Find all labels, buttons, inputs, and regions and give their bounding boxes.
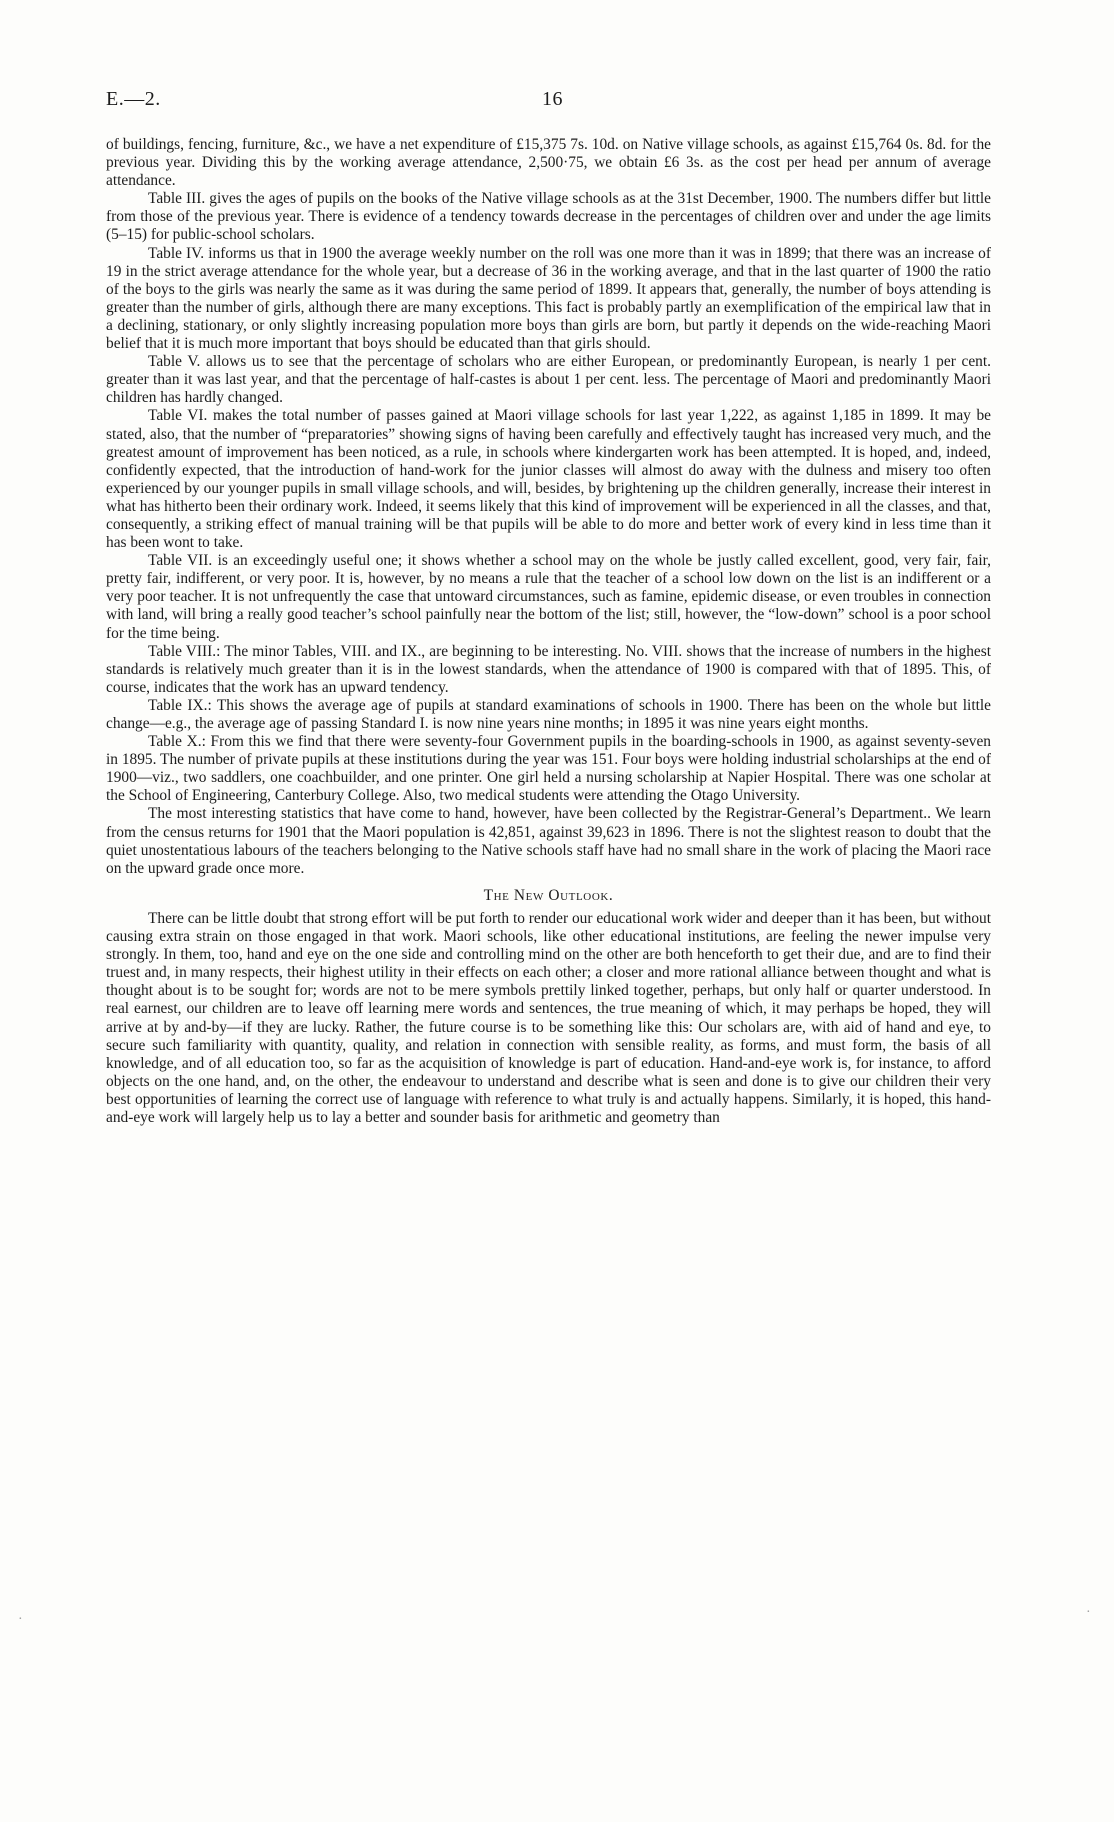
paragraph-table-vi: Table VI. makes the total number of passes gained at Maori village schools for last year 1,222, as against 1,185 in 1899. It may be stated, also, that the number of “preparatories” showing signs of having been carefully and effectively taught has increased very much, and the greatest amount of improvement has been noticed, as a rule, in schools where kindergarten work has been attempted. It is hoped, and, indeed, confidently expected, that the introduction of hand-work for the junior classes will almost do away with the dulness and misery too often experienced by our younger pupils in small village schools, and will, besides, by brightening up the children generally, increase their interest in what has hitherto been their ordinary work. Indeed, it seems likely that this kind of improvement will be experienced in all the classes, and that, consequently, a striking effect of manual training will be that pupils will be able to do more and better work of every kind in less time than it has been wont to take. [106, 407, 991, 552]
paragraph-table-iii: Table III. gives the ages of pupils on the books of the Native village schools as at the 31st December, 1900. The numbers differ but little from those of the previous year. There is evidence of a tendency towards decrease in the percentages of children over and under the age limits (5–15) for public-school scholars. [106, 190, 991, 244]
paragraph-table-x: Table X.: From this we find that there were seventy-four Government pupils in the boarding-schools in 1900, as against seventy-seven in 1895. The number of private pupils at these institutions during the year was 151. Four boys were holding industrial scholarships at the end of 1900—viz., two saddlers, one coachbuilder, and one printer. One girl held a nursing scholarship at Napier Hospital. There was one scholar at the School of Engineering, Canterbury College. Also, two medical students were attending the Otago University. [106, 733, 991, 805]
document-code: E.—2. [106, 88, 161, 110]
paragraph-table-vii: Table VII. is an exceedingly useful one; it shows whether a school may on the whole be justly called excellent, good, very fair, fair, pretty fair, indifferent, or very poor. It is, however, by no means a rule that the teacher of a school low down on the list is an indifferent or a very poor teacher. It is not unfrequently the case that untoward circumstances, such as famine, epidemic disease, or even troubles in connection with land, will bring a really good teacher’s school painfully near the bottom of the list; still, however, the “low-down” school is a poor school for the time being. [106, 552, 991, 642]
section-heading: The New Outlook. [483, 886, 614, 904]
paragraph-table-viii: Table VIII.: The minor Tables, VIII. and IX., are beginning to be interesting. No. VIII. shows that the increase of numbers in the highest standards is relatively much greater than it is in the lowest standards, when the attendance of 1900 is compared with that of 1895. This, of course, indicates that the work has an upward tendency. [106, 642, 991, 696]
paragraph-table-v: Table V. allows us to see that the percentage of scholars who are either European, or predominantly European, is nearly 1 per cent. greater than it was last year, and that the percentage of half-castes is about 1 per cent. less. The percentage of Maori and predominantly Maori children has hardly changed. [106, 353, 991, 407]
page-header [106, 88, 991, 118]
paragraph-continuation: of buildings, fencing, furniture, &c., we have a net expenditure of £15,375 7s. 10d. on Native village schools, as against £15,764 0s. 8d. for the previous year. Dividing this by the working average attendance, 2,500·75, we obtain £6 3s. as the cost per head per annum of average attendance. [106, 136, 991, 190]
paragraph-table-ix: Table IX.: This shows the average age of pupils at standard examinations of schools in 1900. There has been on the whole but little change—e.g., the average age of passing Standard I. is now nine years nine months; in 1895 it was nine years eight months. [106, 696, 991, 732]
margin-speck: · [18, 1612, 23, 1627]
paragraph-new-outlook: There can be little doubt that strong effort will be put forth to render our educational work wider and deeper than it has been, but without causing extra strain on those engaged in that work. Maori schools, like other educational institutions, are feeling the newer impulse very strongly. In them, too, hand and eye on the one side and controlling mind on the other are both henceforth to get their due, and are to find their truest and, in many respects, their highest utility in their effects on each other; a closer and more rational alliance between thought and what is thought about is to be sought for; words are not to be mere symbols prettily linked together, perhaps, but only half or quarter understood. In real earnest, our children are to leave off learning mere words and sentences, the true meaning of which, it may perhaps be hoped, they will arrive at by and-by—if they are lucky. Rather, the future course is to be something like this: Our scholars are, with aid of hand and eye, to secure such familiarity with quantity, quality, and relation in connection with sensible reality, as forms, and must form, the basis of all knowledge, and of all education too, so far as the acquisition of knowledge is part of education. Hand-and-eye work is, for instance, to afford objects on the one hand, and, on the other, the endeavour to understand and describe what is seen and done is to give our children their very best opportunities of learning the correct use of language with reference to what truly is and actually happens. Similarly, it is hoped, this hand-and-eye work will largely help us to lay a better and sounder basis for arithmetic and geometry than [106, 909, 991, 1126]
page-number: 16 [542, 88, 563, 110]
body-text [106, 136, 991, 1127]
margin-speck: · [1086, 1605, 1091, 1620]
paragraph-table-iv: Table IV. informs us that in 1900 the average weekly number on the roll was one more than it was in 1899; that there was an increase of 19 in the strict average attendance for the whole year, but a decrease of 36 in the working average, and that in the last quarter of 1900 the ratio of the boys to the girls was nearly the same as it was during the same period of 1899. It appears that, generally, the number of boys attending is greater than the number of girls, although there are many exceptions. This fact is probably partly an exemplification of the empirical law that in a declining, stationary, or only slightly increasing population more boys than girls are born, but partly it depends on the wide-reaching Maori belief that it is much more important that boys should be educated than that girls should. [106, 244, 991, 353]
paragraph-census: The most interesting statistics that have come to hand, however, have been collected by the Registrar-General’s Department.. We learn from the census returns for 1901 that the Maori population is 42,851, against 39,623 in 1896. There is not the slightest reason to doubt that the quiet unostentatious labours of the teachers belonging to the Native schools staff have had no small share in the work of placing the Maori race on the upward grade once more. [106, 805, 991, 877]
